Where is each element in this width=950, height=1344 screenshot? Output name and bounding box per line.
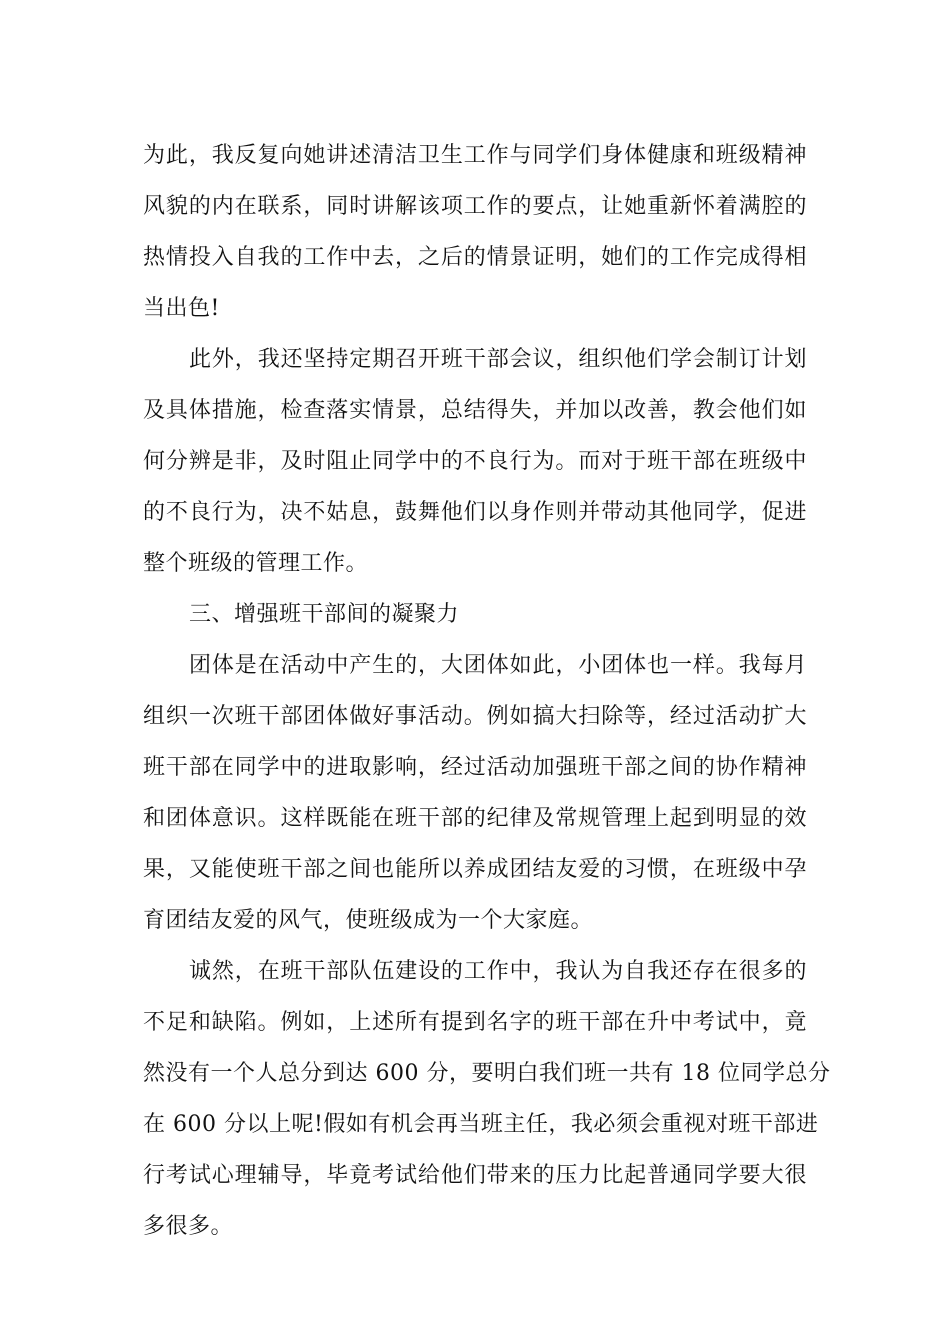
text-line: 组织一次班干部团体做好事活动。例如搞大扫除等，经过活动扩大 [143, 704, 807, 729]
text-line: 然没有一个人总分到达 600 分，要明白我们班一共有 18 位同学总分 [143, 1061, 831, 1086]
paragraph [143, 946, 831, 1252]
paragraph [143, 334, 807, 589]
text-line: 三、增强班干部间的凝聚力 [189, 602, 460, 627]
paragraph [143, 130, 807, 334]
text-line: 当出色! [143, 296, 220, 321]
text-line: 不足和缺陷。例如，上述所有提到名字的班干部在升中考试中，竟 [143, 1010, 807, 1035]
paragraph [143, 589, 807, 640]
text-line: 何分辨是非，及时阻止同学中的不良行为。而对于班干部在班级中 [143, 449, 807, 474]
paragraph [143, 640, 807, 946]
text-line: 团体是在活动中产生的，大团体如此，小团体也一样。我每月 [189, 653, 807, 678]
text-line: 在 600 分以上呢!假如有机会再当班主任，我必须会重视对班干部进 [143, 1112, 819, 1137]
text-line: 和团体意识。这样既能在班干部的纪律及常规管理上起到明显的效 [143, 806, 807, 831]
text-line: 班干部在同学中的进取影响，经过活动加强班干部之间的协作精神 [143, 755, 807, 780]
text-line: 整个班级的管理工作。 [143, 551, 369, 576]
text-line: 多很多。 [143, 1214, 234, 1239]
text-line: 此外，我还坚持定期召开班干部会议，组织他们学会制订计划 [189, 347, 807, 372]
text-line: 诚然，在班干部队伍建设的工作中，我认为自我还存在很多的 [189, 959, 807, 984]
text-line: 果，又能使班干部之间也能所以养成团结友爱的习惯，在班级中孕 [143, 857, 807, 882]
text-line: 的不良行为，决不姑息，鼓舞他们以身作则并带动其他同学，促进 [143, 500, 807, 525]
text-line: 行考试心理辅导，毕竟考试给他们带来的压力比起普通同学要大很 [143, 1163, 807, 1188]
text-line: 育团结友爱的风气，使班级成为一个大家庭。 [143, 908, 594, 933]
text-line: 风貌的内在联系，同时讲解该项工作的要点，让她重新怀着满腔的 [143, 194, 807, 219]
text-line: 为此，我反复向她讲述清洁卫生工作与同学们身体健康和班级精神 [143, 143, 807, 168]
text-line: 及具体措施，检查落实情景，总结得失，并加以改善，教会他们如 [143, 398, 807, 423]
document-body [143, 130, 831, 1252]
text-line: 热情投入自我的工作中去，之后的情景证明，她们的工作完成得相 [143, 245, 807, 270]
